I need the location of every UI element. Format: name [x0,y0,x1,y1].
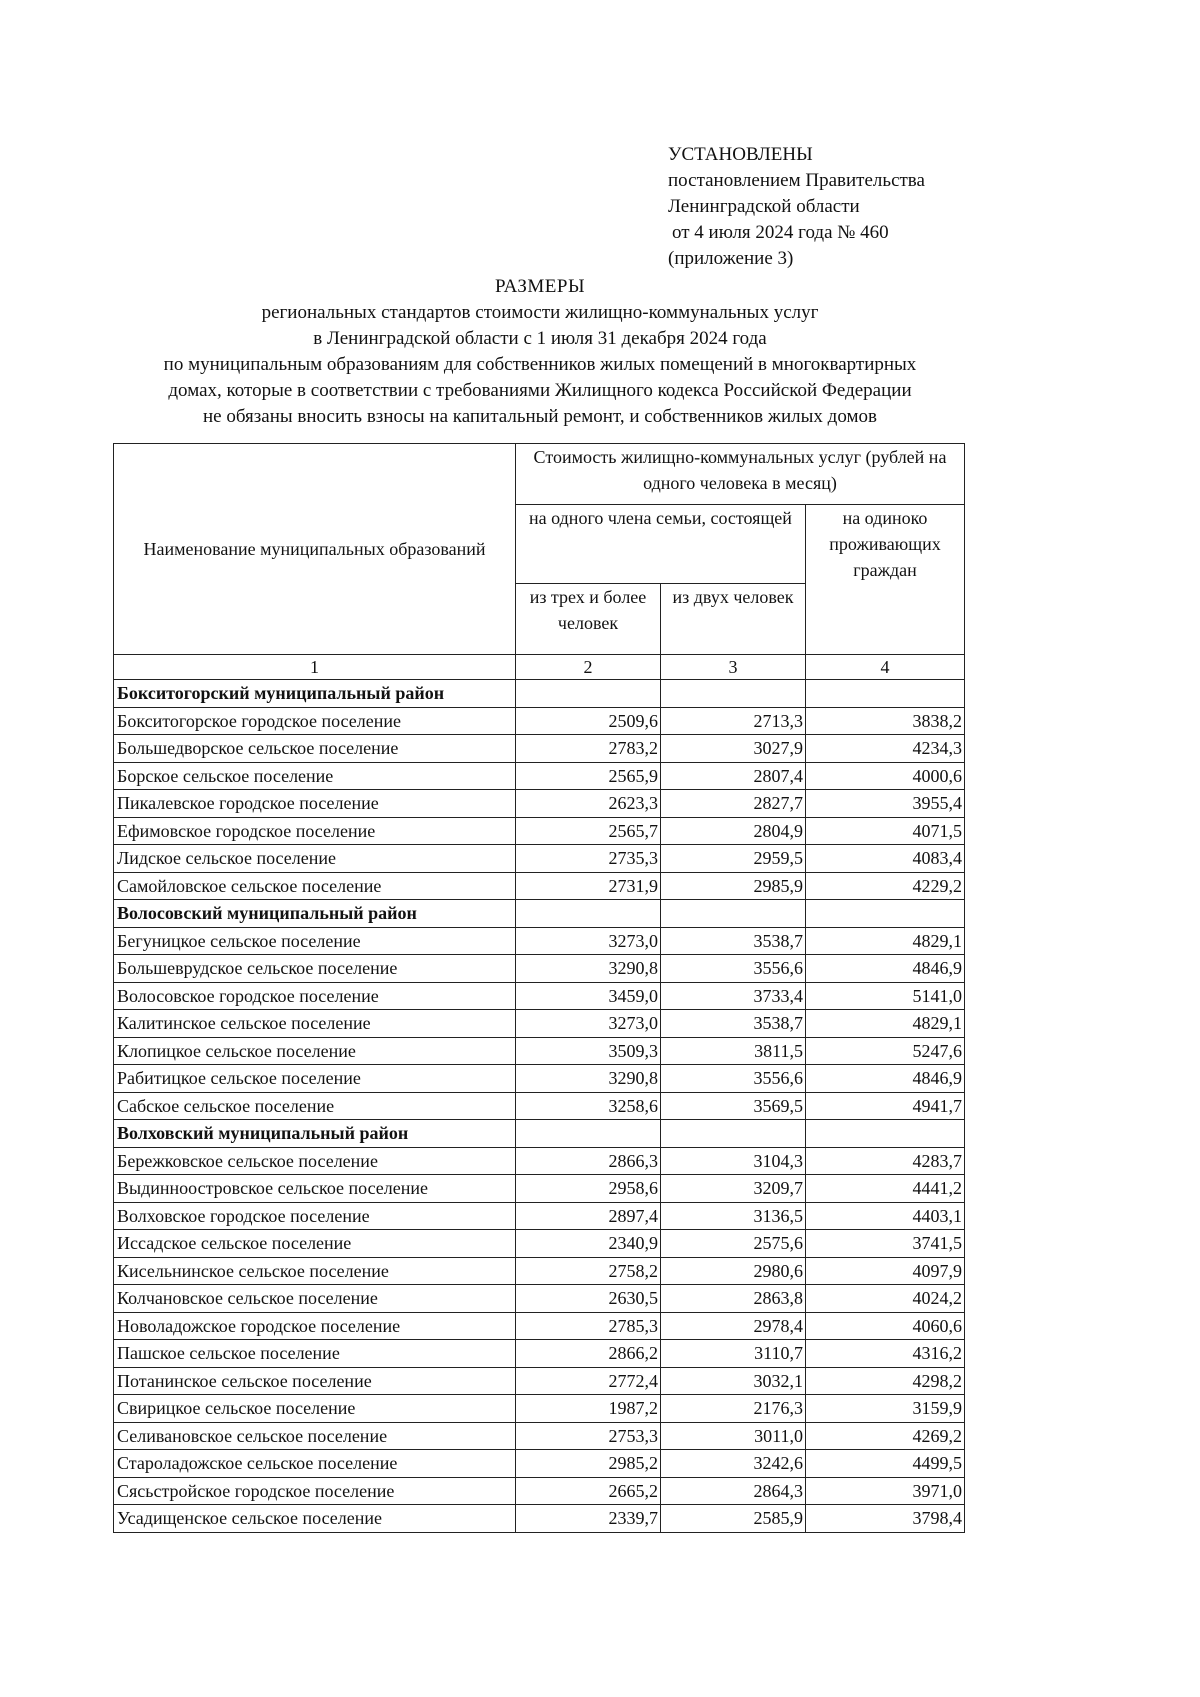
cost-two [661,1120,806,1148]
cost-single: 4403,1 [806,1202,965,1230]
settlement-name: Иссадское сельское поселение [114,1230,516,1258]
cost-two: 3209,7 [661,1175,806,1203]
table-row [114,1450,965,1478]
table-row [114,1147,965,1175]
cost-single: 4298,2 [806,1367,965,1395]
cost-two: 2575,6 [661,1230,806,1258]
settlement-name: Ефимовское городское поселение [114,817,516,845]
header-three-plus: из трех и более человек [516,584,661,655]
cost-three-plus: 2565,7 [516,817,661,845]
district-name: Волосовский муниципальный район [114,900,516,928]
district-row [114,680,965,708]
approval-line: УСТАНОВЛЕНЫ [668,144,813,165]
cost-three-plus [516,680,661,708]
cost-two: 3556,6 [661,955,806,983]
cost-single: 4229,2 [806,872,965,900]
table-row [114,1010,965,1038]
table-body [114,680,965,1533]
cost-single: 4269,2 [806,1422,965,1450]
cost-single: 4097,9 [806,1257,965,1285]
document-subtitle [80,300,1000,430]
table-row [114,1312,965,1340]
cost-three-plus: 2339,7 [516,1505,661,1533]
table-row [114,1367,965,1395]
cost-three-plus: 2630,5 [516,1285,661,1313]
cost-single: 3798,4 [806,1505,965,1533]
cost-three-plus: 2758,2 [516,1257,661,1285]
table-row [114,762,965,790]
cost-two: 2959,5 [661,845,806,873]
cost-three-plus: 2665,2 [516,1477,661,1505]
cost-two: 3538,7 [661,927,806,955]
settlement-name: Пашское сельское поселение [114,1340,516,1368]
settlement-name: Волосовское городское поселение [114,982,516,1010]
table-row [114,1395,965,1423]
table-row [114,1230,965,1258]
table-row [114,735,965,763]
cost-three-plus: 2772,4 [516,1367,661,1395]
column-number: 3 [661,655,806,680]
table-row [114,872,965,900]
header-single: на одиноко проживающих граждан [806,505,965,655]
document-title: РАЗМЕРЫ [494,276,586,297]
cost-two: 2585,9 [661,1505,806,1533]
cost-single: 4499,5 [806,1450,965,1478]
settlement-name: Большедворское сельское поселение [114,735,516,763]
district-name: Бокситогорский муниципальный район [114,680,516,708]
table-row [114,1065,965,1093]
cost-single: 3838,2 [806,707,965,735]
cost-two: 2713,3 [661,707,806,735]
cost-single: 4234,3 [806,735,965,763]
cost-single: 4941,7 [806,1092,965,1120]
header-name: Наименование муниципальных образований [114,444,516,655]
cost-single: 5141,0 [806,982,965,1010]
subtitle-line: не обязаны вносить взносы на капитальный ремонт, и собственников жилых домов [203,406,877,427]
cost-two: 3556,6 [661,1065,806,1093]
cost-three-plus: 2985,2 [516,1450,661,1478]
cost-three-plus: 2958,6 [516,1175,661,1203]
cost-two: 3032,1 [661,1367,806,1395]
settlement-name: Калитинское сельское поселение [114,1010,516,1038]
table-row [114,927,965,955]
table-row [114,1092,965,1120]
approval-line: Ленинградской области [668,196,860,217]
approval-line: постановлением Правительства [668,170,925,191]
cost-single: 3971,0 [806,1477,965,1505]
cost-two: 2863,8 [661,1285,806,1313]
table-row [114,1175,965,1203]
settlement-name: Сабское сельское поселение [114,1092,516,1120]
cost-two: 3011,0 [661,1422,806,1450]
table-row [114,1340,965,1368]
cost-single: 4071,5 [806,817,965,845]
table-row [114,1037,965,1065]
cost-single: 4829,1 [806,1010,965,1038]
cost-two: 3811,5 [661,1037,806,1065]
cost-three-plus: 3509,3 [516,1037,661,1065]
settlement-name: Свирицкое сельское поселение [114,1395,516,1423]
cost-two: 2978,4 [661,1312,806,1340]
district-row [114,1120,965,1148]
settlement-name: Сясьстройское городское поселение [114,1477,516,1505]
cost-three-plus: 2509,6 [516,707,661,735]
cost-two: 2827,7 [661,790,806,818]
cost-single: 3741,5 [806,1230,965,1258]
district-name: Волховский муниципальный район [114,1120,516,1148]
table-row [114,817,965,845]
settlement-name: Большеврудское сельское поселение [114,955,516,983]
subtitle-line: домах, которые в соответствии с требованиями Жилищного кодекса Российской Федерации [168,380,912,401]
settlement-name: Клопицкое сельское поселение [114,1037,516,1065]
cost-three-plus [516,900,661,928]
cost-three-plus: 3258,6 [516,1092,661,1120]
cost-three-plus: 2735,3 [516,845,661,873]
table-row [114,1285,965,1313]
table-row [114,790,965,818]
settlement-name: Селивановское сельское поселение [114,1422,516,1450]
cost-single: 4829,1 [806,927,965,955]
table-row [114,1505,965,1533]
cost-three-plus: 2753,3 [516,1422,661,1450]
cost-two: 3733,4 [661,982,806,1010]
district-row [114,900,965,928]
cost-two [661,900,806,928]
cost-two: 2807,4 [661,762,806,790]
cost-three-plus: 2866,3 [516,1147,661,1175]
cost-single: 3159,9 [806,1395,965,1423]
cost-two: 3538,7 [661,1010,806,1038]
settlement-name: Выдинноостровское сельское поселение [114,1175,516,1203]
settlement-name: Потанинское сельское поселение [114,1367,516,1395]
settlement-name: Рабитицкое сельское поселение [114,1065,516,1093]
cost-three-plus: 2623,3 [516,790,661,818]
cost-two [661,680,806,708]
cost-single: 4846,9 [806,1065,965,1093]
cost-two: 3242,6 [661,1450,806,1478]
cost-single [806,1120,965,1148]
cost-three-plus: 2731,9 [516,872,661,900]
settlement-name: Новоладожское городское поселение [114,1312,516,1340]
column-number: 2 [516,655,661,680]
settlement-name: Лидское сельское поселение [114,845,516,873]
cost-single [806,900,965,928]
cost-single: 4024,2 [806,1285,965,1313]
cost-single: 4000,6 [806,762,965,790]
cost-three-plus: 2340,9 [516,1230,661,1258]
settlement-name: Усадищенское сельское поселение [114,1505,516,1533]
settlement-name: Бегуницкое сельское поселение [114,927,516,955]
subtitle-line: по муниципальным образованиям для собственников жилых помещений в многоквартирных [163,354,917,375]
table-row [114,1422,965,1450]
cost-two: 3569,5 [661,1092,806,1120]
cost-two: 2985,9 [661,872,806,900]
approval-stamp [668,142,925,272]
subtitle-line: региональных стандартов стоимости жилищно-коммунальных услуг [261,302,819,323]
table-row [114,982,965,1010]
settlement-name: Бокситогорское городское поселение [114,707,516,735]
settlement-name: Староладожское сельское поселение [114,1450,516,1478]
approval-line: от 4 июля 2024 года № 460 [672,222,889,243]
settlement-name: Пикалевское городское поселение [114,790,516,818]
cost-three-plus: 2565,9 [516,762,661,790]
cost-single: 5247,6 [806,1037,965,1065]
cost-single: 4441,2 [806,1175,965,1203]
cost-two: 2864,3 [661,1477,806,1505]
cost-three-plus: 3290,8 [516,955,661,983]
cost-two: 2980,6 [661,1257,806,1285]
cost-two: 3110,7 [661,1340,806,1368]
table-row [114,845,965,873]
column-number: 4 [806,655,965,680]
cost-single: 4283,7 [806,1147,965,1175]
header-cost: Стоимость жилищно-коммунальных услуг (рублей на одного человека в месяц) [516,444,965,505]
cost-three-plus [516,1120,661,1148]
header-two: из двух человек [661,584,806,655]
cost-single [806,680,965,708]
settlement-name: Борское сельское поселение [114,762,516,790]
settlement-name: Колчановское сельское поселение [114,1285,516,1313]
cost-single: 4316,2 [806,1340,965,1368]
cost-three-plus: 3290,8 [516,1065,661,1093]
cost-single: 4846,9 [806,955,965,983]
subtitle-line: в Ленинградской области с 1 июля 31 декабря 2024 года [313,328,767,349]
cost-single: 3955,4 [806,790,965,818]
cost-three-plus: 2897,4 [516,1202,661,1230]
header-per-family: на одного члена семьи, состоящей [516,505,806,584]
cost-two: 2804,9 [661,817,806,845]
cost-two: 2176,3 [661,1395,806,1423]
settlement-name: Кисельнинское сельское поселение [114,1257,516,1285]
cost-three-plus: 2783,2 [516,735,661,763]
settlement-name: Волховское городское поселение [114,1202,516,1230]
table-row [114,955,965,983]
settlement-name: Бережковское сельское поселение [114,1147,516,1175]
column-number: 1 [114,655,516,680]
table-row [114,707,965,735]
cost-three-plus: 2785,3 [516,1312,661,1340]
cost-three-plus: 1987,2 [516,1395,661,1423]
approval-line: (приложение 3) [668,248,794,269]
table-row [114,1257,965,1285]
cost-single: 4060,6 [806,1312,965,1340]
cost-single: 4083,4 [806,845,965,873]
cost-two: 3136,5 [661,1202,806,1230]
cost-two: 3027,9 [661,735,806,763]
cost-three-plus: 3273,0 [516,1010,661,1038]
column-numbers-row [114,655,965,680]
cost-three-plus: 3459,0 [516,982,661,1010]
cost-three-plus: 2866,2 [516,1340,661,1368]
standards-table [113,443,965,1533]
settlement-name: Самойловское сельское поселение [114,872,516,900]
cost-three-plus: 3273,0 [516,927,661,955]
cost-two: 3104,3 [661,1147,806,1175]
table-row [114,1202,965,1230]
table-row [114,1477,965,1505]
